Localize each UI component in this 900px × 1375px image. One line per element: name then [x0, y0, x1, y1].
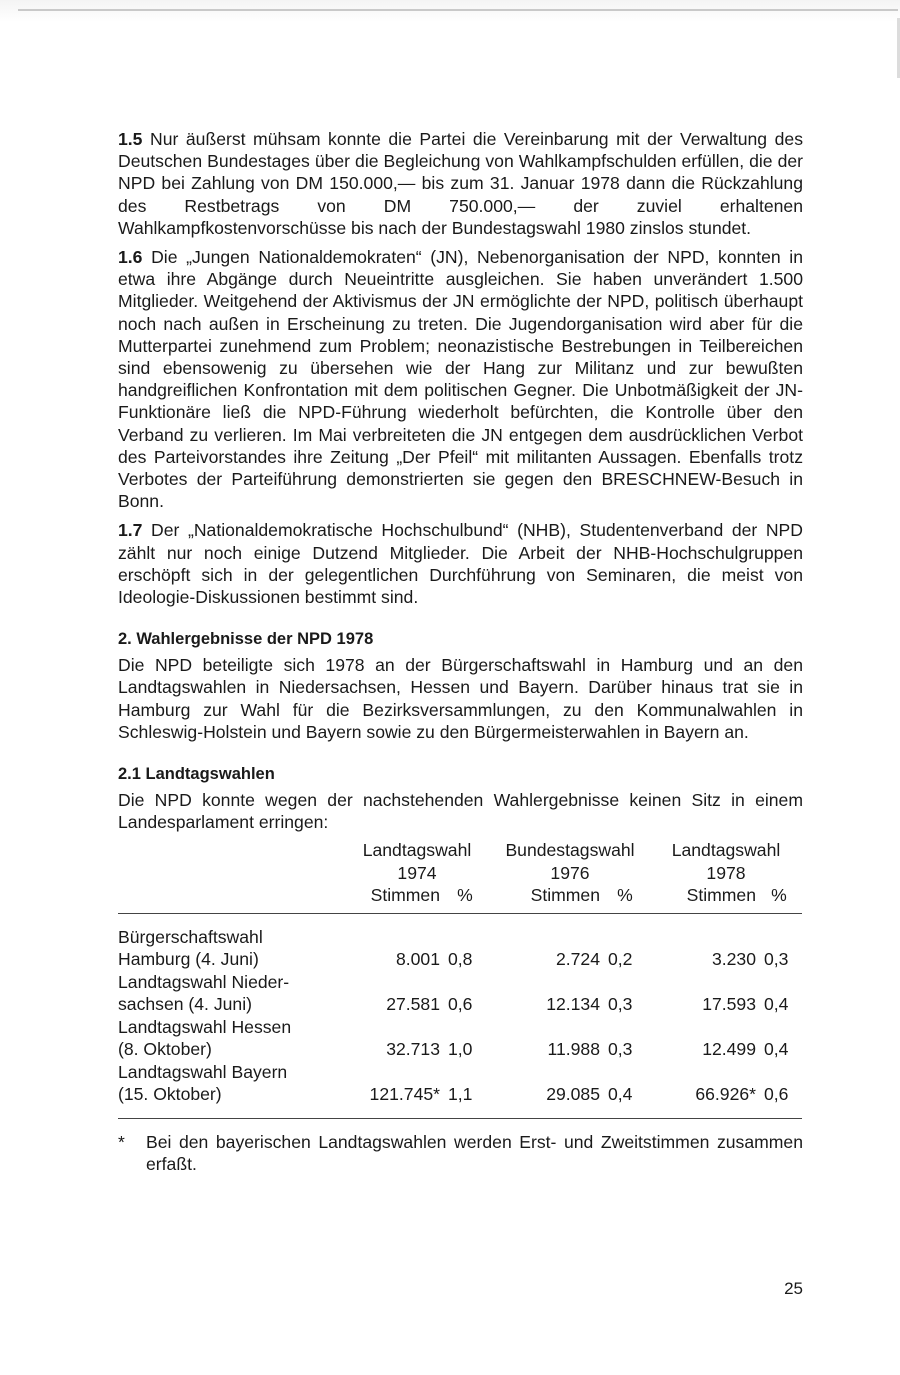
section-heading-2-1: 2.1 Landtagswahlen: [118, 765, 275, 784]
section-number: 1.6: [118, 247, 143, 268]
paragraph-1-6: [118, 246, 803, 512]
footnote-marker: *: [118, 1131, 125, 1152]
percent-cell: 0,2: [608, 949, 633, 970]
percent-cell: 0,4: [764, 1039, 789, 1060]
votes-cell: 29.085: [546, 1084, 600, 1105]
column-title: Landtagswahl: [671, 840, 781, 861]
table-row: [118, 971, 802, 1016]
votes-cell: 12.134: [546, 994, 600, 1015]
votes-cell: 2.724: [555, 949, 600, 970]
votes-cell: 8.001: [395, 949, 440, 970]
table-row: [118, 913, 802, 971]
paragraph-1-5: [118, 128, 803, 239]
votes-label: Stimmen: [344, 884, 440, 913]
table-header-unit-row: [118, 884, 802, 913]
percent-cell: 0,4: [764, 994, 789, 1015]
votes-cell: 66.926*: [695, 1084, 756, 1105]
votes-cell: 12.499: [702, 1039, 756, 1060]
table-header-title-row: [118, 839, 802, 862]
percent-cell: 0,6: [764, 1084, 789, 1105]
row-label-line: Landtagswahl Hessen: [118, 1016, 292, 1037]
row-label: [118, 1061, 344, 1106]
votes-cell: 32.713: [386, 1039, 440, 1060]
row-label-line: sachsen (4. Juni): [118, 994, 252, 1015]
page-number: 25: [784, 1279, 803, 1298]
paragraph-2-1: Die NPD konnte wegen der nachstehenden Wahlergebnisse keinen Sitz in einem Landesparlament erringen:: [118, 790, 803, 833]
paragraph-text: Nur äußerst mühsam konnte die Partei die Vereinbarung mit der Verwaltung des Deutschen Bundestages über die Begleichung von Wahlkampfschulden erfüllen, die der NPD bei Zahlung von DM 150.000,— bis zum 31. Januar 1978 dann die Rückzahlung des Restbetrags von DM 750.000,— der zuviel erhaltenen Wahlkampfkostenvorschüsse bis nach der Bundestagswahl 1980 zinslos stundet.: [118, 129, 803, 238]
column-year: 1974: [397, 862, 437, 883]
votes-label: Stimmen: [490, 884, 600, 913]
column-title: Bundestagswahl: [505, 840, 635, 861]
row-label: [118, 971, 344, 1016]
table-row: [118, 1016, 802, 1061]
section-number: 1.5: [118, 129, 143, 149]
section-heading-2: 2. Wahlergebnisse der NPD 1978: [118, 630, 374, 649]
votes-label: Stimmen: [650, 884, 756, 913]
percent-cell: 0,3: [608, 1039, 633, 1060]
votes-cell: 27.581: [386, 994, 440, 1015]
paragraph-text: Der „Nationaldemokratische Hochschulbund“ (NHB), Studentenverband der NPD zählt nur noch einige Dutzend Mitglieder. Die Arbeit der NHB-Hochschulgruppen erschöpft sich in der gelegentlichen Durchführung von Seminaren, die meist von Ideologie-Diskussionen bestimmt sind.: [118, 520, 803, 608]
row-label: [118, 913, 344, 971]
column-title: Landtagswahl: [362, 840, 472, 861]
row-label-line: (15. Oktober): [118, 1084, 222, 1105]
percent-cell: 0,8: [448, 949, 473, 970]
section-number: 1.7: [118, 520, 143, 541]
row-label-line: Bürgerschaftswahl: [118, 926, 263, 947]
percent-cell: 1,0: [448, 1039, 473, 1060]
row-label-line: Landtagswahl Nieder-: [118, 971, 290, 992]
paragraph-2: Die NPD beteiligte sich 1978 an der Bürgerschaftswahl in Hamburg und an den Landtagswahlen in Niedersachsen, Hessen und Bayern. Darüber hinaus trat sie in Hamburg zur Wahl für die Bezirksversammlungen, zu den Kommunalwahlen in Schleswig-Holstein und Bayern sowie zu den Bürgermeisterwahlen in Bayern an.: [118, 655, 803, 742]
percent-cell: 0,3: [764, 949, 789, 970]
percent-cell: 0,4: [608, 1084, 633, 1105]
document-page: [118, 128, 803, 1175]
table-header-year-row: [118, 862, 802, 885]
percent-cell: 1,1: [448, 1084, 473, 1105]
percent-label: %: [600, 884, 650, 913]
row-label-line: (8. Oktober): [118, 1039, 212, 1060]
row-label-line: Landtagswahl Bayern: [118, 1061, 288, 1082]
table-bottom-rule: [118, 1106, 802, 1119]
footnote: [118, 1131, 803, 1175]
election-results-table: [118, 839, 802, 1119]
votes-cell: 17.593: [702, 994, 756, 1015]
row-label-line: Hamburg (4. Juni): [118, 949, 259, 970]
percent-cell: 0,3: [608, 994, 633, 1015]
percent-label: %: [440, 884, 490, 913]
column-year: 1978: [706, 862, 746, 883]
footnote-text: Bei den bayerischen Landtagswahlen werden Erst- und Zweitstimmen zusammen erfaßt.: [146, 1131, 803, 1175]
scan-edge-line: [18, 9, 898, 11]
percent-cell: 0,6: [448, 994, 473, 1015]
column-year: 1976: [550, 862, 590, 883]
table-row: [118, 1061, 802, 1106]
percent-label: %: [756, 884, 802, 913]
row-label: [118, 1016, 344, 1061]
votes-cell: 3.230: [711, 949, 756, 970]
paragraph-text: Die „Jungen Nationaldemokraten“ (JN), Nebenorganisation der NPD, konnten in etwa ihre Abgänge durch Neueintritte ausgleichen. Sie haben unverändert 1.500 Mitglieder. Weitgehend der Aktivismus der JN ermöglichte der NPD, politisch überhaupt noch nach außen in Erscheinung zu treten. Die Jugendorganisation wird aber für die Mutterpartei zunehmend zum Problem; neonazistische Bestrebungen in Teilbereichen sind ebensowenig zu übersehen wie der Hang zur Militanz und zur bewußten handgreiflichen Konfrontation mit dem politischen Gegner. Die Unbotmäßigkeit der JN-Funktionäre ließ die NPD-Führung wiederholt befürchten, die Kontrolle über den Verband zu verlieren. Im Mai verbreiteten die JN entgegen dem ausdrücklichen Verbot des Parteivorstandes ihre Zeitung „Der Pfeil“ mit militanten Aussagen. Ebenfalls trotz Verbotes der Parteiführung demonstrierten sie gegen den BRESCHNEW-Besuch in Bonn.: [118, 247, 803, 512]
votes-cell: 121.745*: [369, 1084, 440, 1105]
votes-cell: 11.988: [547, 1039, 600, 1060]
scan-edge: [0, 0, 900, 22]
paragraph-1-7: [118, 519, 803, 608]
